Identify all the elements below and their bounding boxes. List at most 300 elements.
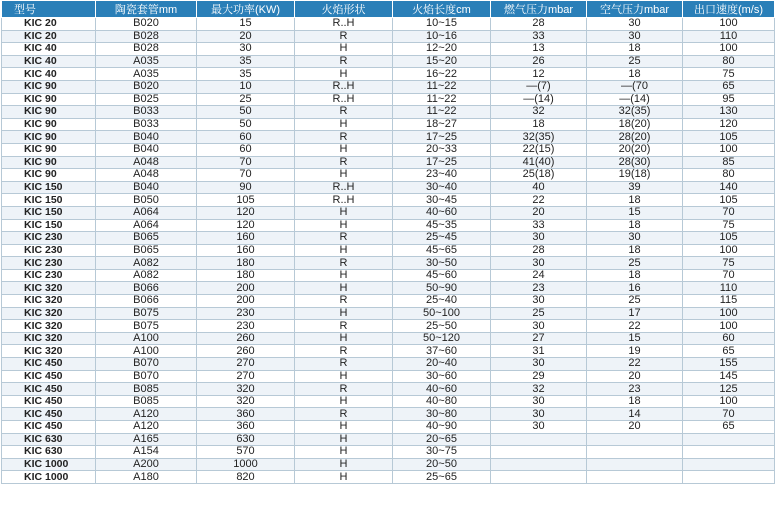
header-gas-pressure: 燃气压力mbar xyxy=(491,1,587,18)
cell-max-power: 30 xyxy=(197,43,295,56)
cell-outlet-velocity: 85 xyxy=(683,156,775,169)
cell-gas-pressure: 33 xyxy=(491,30,587,43)
cell-air-pressure: 18 xyxy=(587,269,683,282)
cell-model: KIC 90 xyxy=(2,156,96,169)
cell-ceramic-tube: B020 xyxy=(96,80,197,93)
cell-max-power: 105 xyxy=(197,194,295,207)
cell-gas-pressure: 20 xyxy=(491,206,587,219)
cell-max-power: 1000 xyxy=(197,458,295,471)
table-row xyxy=(2,55,775,68)
cell-ceramic-tube: A064 xyxy=(96,219,197,232)
cell-model: KIC 150 xyxy=(2,194,96,207)
cell-air-pressure: —(70 xyxy=(587,80,683,93)
cell-ceramic-tube: B028 xyxy=(96,30,197,43)
cell-gas-pressure: 22 xyxy=(491,194,587,207)
cell-flame-length: 37~60 xyxy=(393,345,491,358)
table-row xyxy=(2,358,775,371)
cell-outlet-velocity: 65 xyxy=(683,80,775,93)
cell-flame-length: 25~65 xyxy=(393,471,491,484)
cell-model: KIC 450 xyxy=(2,421,96,434)
cell-model: KIC 90 xyxy=(2,93,96,106)
cell-ceramic-tube: A082 xyxy=(96,257,197,270)
header-row xyxy=(2,1,775,18)
table-row xyxy=(2,408,775,421)
cell-flame-length: 45~35 xyxy=(393,219,491,232)
cell-gas-pressure: 32(35) xyxy=(491,131,587,144)
table-row xyxy=(2,295,775,308)
cell-flame-length: 20~50 xyxy=(393,458,491,471)
cell-model: KIC 40 xyxy=(2,68,96,81)
cell-outlet-velocity: 60 xyxy=(683,332,775,345)
cell-max-power: 25 xyxy=(197,93,295,106)
cell-air-pressure: 30 xyxy=(587,18,683,31)
table-row xyxy=(2,282,775,295)
cell-flame-shape: H xyxy=(295,282,393,295)
cell-max-power: 35 xyxy=(197,55,295,68)
header-max-power: 最大功率(KW) xyxy=(197,1,295,18)
cell-max-power: 320 xyxy=(197,383,295,396)
cell-max-power: 10 xyxy=(197,80,295,93)
cell-outlet-velocity: 105 xyxy=(683,131,775,144)
table-row xyxy=(2,320,775,333)
cell-model: KIC 20 xyxy=(2,30,96,43)
cell-air-pressure: 23 xyxy=(587,383,683,396)
cell-max-power: 200 xyxy=(197,295,295,308)
cell-flame-length: 17~25 xyxy=(393,156,491,169)
cell-flame-shape: H xyxy=(295,370,393,383)
cell-flame-length: 11~22 xyxy=(393,80,491,93)
cell-model: KIC 320 xyxy=(2,295,96,308)
cell-ceramic-tube: B025 xyxy=(96,93,197,106)
cell-flame-shape: H xyxy=(295,421,393,434)
cell-max-power: 180 xyxy=(197,269,295,282)
cell-flame-length: 40~60 xyxy=(393,206,491,219)
cell-air-pressure: 25 xyxy=(587,295,683,308)
cell-model: KIC 450 xyxy=(2,358,96,371)
cell-ceramic-tube: B085 xyxy=(96,395,197,408)
cell-model: KIC 90 xyxy=(2,131,96,144)
table-row xyxy=(2,232,775,245)
cell-gas-pressure: —(14) xyxy=(491,93,587,106)
table-row xyxy=(2,244,775,257)
cell-model: KIC 320 xyxy=(2,282,96,295)
cell-ceramic-tube: A180 xyxy=(96,471,197,484)
cell-ceramic-tube: B033 xyxy=(96,118,197,131)
cell-flame-shape: H xyxy=(295,307,393,320)
cell-gas-pressure: 13 xyxy=(491,43,587,56)
cell-outlet-velocity: 75 xyxy=(683,219,775,232)
cell-outlet-velocity: 70 xyxy=(683,269,775,282)
cell-model: KIC 320 xyxy=(2,320,96,333)
header-flame-length: 火焰长度cm xyxy=(393,1,491,18)
cell-ceramic-tube: A035 xyxy=(96,55,197,68)
cell-flame-shape: H xyxy=(295,395,393,408)
cell-gas-pressure: 25 xyxy=(491,307,587,320)
cell-gas-pressure: —(7) xyxy=(491,80,587,93)
cell-flame-shape: H xyxy=(295,206,393,219)
cell-flame-length: 25~45 xyxy=(393,232,491,245)
cell-max-power: 260 xyxy=(197,332,295,345)
cell-ceramic-tube: B065 xyxy=(96,232,197,245)
cell-outlet-velocity: 100 xyxy=(683,320,775,333)
table-row xyxy=(2,395,775,408)
cell-max-power: 20 xyxy=(197,30,295,43)
cell-model: KIC 150 xyxy=(2,219,96,232)
cell-ceramic-tube: B040 xyxy=(96,131,197,144)
cell-outlet-velocity: 80 xyxy=(683,55,775,68)
cell-flame-shape: R..H xyxy=(295,18,393,31)
cell-flame-shape: H xyxy=(295,433,393,446)
cell-model: KIC 90 xyxy=(2,80,96,93)
cell-gas-pressure: 28 xyxy=(491,244,587,257)
cell-gas-pressure: 26 xyxy=(491,55,587,68)
header-outlet-velocity: 出口速度(m/s) xyxy=(683,1,775,18)
cell-flame-shape: H xyxy=(295,458,393,471)
table-body xyxy=(2,18,775,484)
cell-flame-shape: R..H xyxy=(295,194,393,207)
cell-outlet-velocity: 100 xyxy=(683,244,775,257)
cell-air-pressure: 18 xyxy=(587,194,683,207)
cell-gas-pressure xyxy=(491,471,587,484)
cell-model: KIC 320 xyxy=(2,332,96,345)
cell-max-power: 160 xyxy=(197,244,295,257)
cell-max-power: 260 xyxy=(197,345,295,358)
cell-flame-length: 45~60 xyxy=(393,269,491,282)
header-model: 型号 xyxy=(2,1,96,18)
cell-flame-shape: R..H xyxy=(295,181,393,194)
table-row xyxy=(2,18,775,31)
cell-max-power: 320 xyxy=(197,395,295,408)
cell-flame-shape: R xyxy=(295,358,393,371)
cell-flame-length: 25~40 xyxy=(393,295,491,308)
cell-flame-shape: R..H xyxy=(295,93,393,106)
cell-max-power: 160 xyxy=(197,232,295,245)
cell-gas-pressure xyxy=(491,433,587,446)
cell-ceramic-tube: A035 xyxy=(96,68,197,81)
cell-max-power: 50 xyxy=(197,118,295,131)
table-row xyxy=(2,30,775,43)
cell-outlet-velocity: 100 xyxy=(683,395,775,408)
cell-model: KIC 450 xyxy=(2,370,96,383)
cell-flame-length: 20~33 xyxy=(393,143,491,156)
cell-flame-length: 15~20 xyxy=(393,55,491,68)
cell-gas-pressure: 30 xyxy=(491,395,587,408)
cell-flame-shape: H xyxy=(295,118,393,131)
cell-flame-shape: R xyxy=(295,320,393,333)
cell-flame-shape: R xyxy=(295,131,393,144)
table-row xyxy=(2,446,775,459)
cell-air-pressure: 18 xyxy=(587,219,683,232)
cell-ceramic-tube: B020 xyxy=(96,18,197,31)
cell-flame-length: 17~25 xyxy=(393,131,491,144)
cell-max-power: 50 xyxy=(197,106,295,119)
cell-ceramic-tube: B033 xyxy=(96,106,197,119)
table-row xyxy=(2,156,775,169)
cell-model: KIC 230 xyxy=(2,244,96,257)
cell-air-pressure: 28(20) xyxy=(587,131,683,144)
cell-gas-pressure: 30 xyxy=(491,257,587,270)
cell-gas-pressure: 28 xyxy=(491,18,587,31)
cell-flame-length: 20~65 xyxy=(393,433,491,446)
cell-model: KIC 90 xyxy=(2,143,96,156)
cell-gas-pressure: 30 xyxy=(491,358,587,371)
cell-max-power: 200 xyxy=(197,282,295,295)
cell-air-pressure: 18 xyxy=(587,43,683,56)
cell-ceramic-tube: A120 xyxy=(96,421,197,434)
cell-ceramic-tube: A100 xyxy=(96,332,197,345)
cell-max-power: 270 xyxy=(197,358,295,371)
cell-ceramic-tube: B075 xyxy=(96,320,197,333)
cell-air-pressure xyxy=(587,446,683,459)
cell-flame-shape: H xyxy=(295,446,393,459)
cell-flame-length: 30~80 xyxy=(393,408,491,421)
table-row xyxy=(2,118,775,131)
cell-ceramic-tube: B065 xyxy=(96,244,197,257)
cell-model: KIC 450 xyxy=(2,408,96,421)
table-row xyxy=(2,131,775,144)
table-row xyxy=(2,80,775,93)
cell-flame-shape: R..H xyxy=(295,80,393,93)
cell-flame-length: 30~60 xyxy=(393,370,491,383)
cell-air-pressure: 32(35) xyxy=(587,106,683,119)
cell-outlet-velocity: 95 xyxy=(683,93,775,106)
cell-gas-pressure: 22(15) xyxy=(491,143,587,156)
cell-flame-shape: H xyxy=(295,43,393,56)
cell-air-pressure: 19 xyxy=(587,345,683,358)
cell-outlet-velocity: 100 xyxy=(683,143,775,156)
cell-flame-length: 18~27 xyxy=(393,118,491,131)
cell-flame-shape: R xyxy=(295,156,393,169)
cell-air-pressure: 18 xyxy=(587,244,683,257)
cell-flame-shape: H xyxy=(295,143,393,156)
cell-max-power: 820 xyxy=(197,471,295,484)
table-row xyxy=(2,383,775,396)
cell-flame-length: 20~40 xyxy=(393,358,491,371)
cell-flame-shape: R xyxy=(295,257,393,270)
header-flame-shape: 火焰形状 xyxy=(295,1,393,18)
cell-flame-shape: R xyxy=(295,30,393,43)
cell-air-pressure: 39 xyxy=(587,181,683,194)
cell-gas-pressure: 24 xyxy=(491,269,587,282)
cell-outlet-velocity: 70 xyxy=(683,206,775,219)
cell-air-pressure: 22 xyxy=(587,320,683,333)
cell-flame-length: 45~65 xyxy=(393,244,491,257)
cell-ceramic-tube: B040 xyxy=(96,143,197,156)
cell-gas-pressure: 30 xyxy=(491,320,587,333)
cell-model: KIC 150 xyxy=(2,206,96,219)
cell-air-pressure: 25 xyxy=(587,257,683,270)
cell-outlet-velocity: 70 xyxy=(683,408,775,421)
table-row xyxy=(2,194,775,207)
table-row xyxy=(2,106,775,119)
cell-flame-length: 12~20 xyxy=(393,43,491,56)
cell-outlet-velocity xyxy=(683,446,775,459)
cell-model: KIC 150 xyxy=(2,181,96,194)
table-row xyxy=(2,421,775,434)
cell-ceramic-tube: A048 xyxy=(96,169,197,182)
cell-air-pressure: 15 xyxy=(587,332,683,345)
cell-ceramic-tube: A154 xyxy=(96,446,197,459)
table-row xyxy=(2,345,775,358)
table-row xyxy=(2,169,775,182)
cell-max-power: 230 xyxy=(197,320,295,333)
cell-model: KIC 320 xyxy=(2,307,96,320)
cell-flame-shape: R xyxy=(295,106,393,119)
cell-flame-shape: H xyxy=(295,169,393,182)
cell-flame-length: 16~22 xyxy=(393,68,491,81)
cell-gas-pressure: 32 xyxy=(491,106,587,119)
cell-max-power: 90 xyxy=(197,181,295,194)
cell-gas-pressure: 40 xyxy=(491,181,587,194)
cell-ceramic-tube: A200 xyxy=(96,458,197,471)
cell-outlet-velocity: 100 xyxy=(683,18,775,31)
cell-flame-shape: R xyxy=(295,232,393,245)
cell-flame-length: 40~90 xyxy=(393,421,491,434)
cell-outlet-velocity: 105 xyxy=(683,194,775,207)
table-row xyxy=(2,332,775,345)
cell-flame-shape: R xyxy=(295,295,393,308)
cell-outlet-velocity: 130 xyxy=(683,106,775,119)
cell-gas-pressure xyxy=(491,458,587,471)
cell-flame-length: 23~40 xyxy=(393,169,491,182)
table-row xyxy=(2,143,775,156)
cell-outlet-velocity: 65 xyxy=(683,421,775,434)
cell-model: KIC 20 xyxy=(2,18,96,31)
cell-ceramic-tube: B040 xyxy=(96,181,197,194)
cell-flame-length: 40~60 xyxy=(393,383,491,396)
cell-gas-pressure: 30 xyxy=(491,232,587,245)
cell-model: KIC 230 xyxy=(2,232,96,245)
cell-max-power: 120 xyxy=(197,206,295,219)
cell-flame-length: 11~22 xyxy=(393,106,491,119)
cell-flame-shape: R xyxy=(295,408,393,421)
table-row xyxy=(2,181,775,194)
cell-model: KIC 90 xyxy=(2,169,96,182)
cell-outlet-velocity: 75 xyxy=(683,257,775,270)
cell-air-pressure: 18 xyxy=(587,68,683,81)
cell-max-power: 570 xyxy=(197,446,295,459)
cell-outlet-velocity xyxy=(683,471,775,484)
cell-gas-pressure: 23 xyxy=(491,282,587,295)
cell-model: KIC 40 xyxy=(2,43,96,56)
cell-gas-pressure: 27 xyxy=(491,332,587,345)
cell-air-pressure: 18(20) xyxy=(587,118,683,131)
cell-flame-length: 30~40 xyxy=(393,181,491,194)
cell-flame-shape: H xyxy=(295,219,393,232)
table-row xyxy=(2,68,775,81)
cell-air-pressure: 18 xyxy=(587,395,683,408)
cell-ceramic-tube: A165 xyxy=(96,433,197,446)
cell-max-power: 360 xyxy=(197,421,295,434)
cell-ceramic-tube: A048 xyxy=(96,156,197,169)
cell-flame-length: 10~15 xyxy=(393,18,491,31)
cell-outlet-velocity: 100 xyxy=(683,43,775,56)
cell-air-pressure: 28(30) xyxy=(587,156,683,169)
cell-ceramic-tube: B070 xyxy=(96,370,197,383)
cell-air-pressure: 30 xyxy=(587,232,683,245)
cell-outlet-velocity xyxy=(683,433,775,446)
table-row xyxy=(2,471,775,484)
table-row xyxy=(2,433,775,446)
cell-model: KIC 630 xyxy=(2,433,96,446)
cell-max-power: 230 xyxy=(197,307,295,320)
table-row xyxy=(2,307,775,320)
cell-model: KIC 40 xyxy=(2,55,96,68)
cell-outlet-velocity: 145 xyxy=(683,370,775,383)
cell-ceramic-tube: A064 xyxy=(96,206,197,219)
cell-model: KIC 1000 xyxy=(2,458,96,471)
cell-outlet-velocity: 110 xyxy=(683,30,775,43)
cell-ceramic-tube: B066 xyxy=(96,295,197,308)
cell-air-pressure: 30 xyxy=(587,30,683,43)
table-row xyxy=(2,370,775,383)
cell-model: KIC 1000 xyxy=(2,471,96,484)
cell-gas-pressure: 31 xyxy=(491,345,587,358)
cell-ceramic-tube: A082 xyxy=(96,269,197,282)
cell-max-power: 70 xyxy=(197,156,295,169)
cell-gas-pressure: 25(18) xyxy=(491,169,587,182)
cell-ceramic-tube: B070 xyxy=(96,358,197,371)
header-air-pressure: 空气压力mbar xyxy=(587,1,683,18)
cell-model: KIC 450 xyxy=(2,383,96,396)
cell-max-power: 180 xyxy=(197,257,295,270)
table-row xyxy=(2,206,775,219)
cell-flame-length: 25~50 xyxy=(393,320,491,333)
cell-flame-length: 30~75 xyxy=(393,446,491,459)
cell-outlet-velocity: 65 xyxy=(683,345,775,358)
cell-max-power: 360 xyxy=(197,408,295,421)
cell-model: KIC 230 xyxy=(2,257,96,270)
cell-flame-length: 30~45 xyxy=(393,194,491,207)
cell-air-pressure: 20(20) xyxy=(587,143,683,156)
cell-flame-shape: H xyxy=(295,269,393,282)
cell-air-pressure: —(14) xyxy=(587,93,683,106)
cell-outlet-velocity: 100 xyxy=(683,307,775,320)
cell-flame-shape: H xyxy=(295,68,393,81)
table-header xyxy=(2,1,775,18)
cell-max-power: 70 xyxy=(197,169,295,182)
cell-model: KIC 90 xyxy=(2,106,96,119)
cell-model: KIC 320 xyxy=(2,345,96,358)
cell-max-power: 270 xyxy=(197,370,295,383)
cell-gas-pressure: 41(40) xyxy=(491,156,587,169)
cell-flame-shape: R xyxy=(295,55,393,68)
cell-gas-pressure: 29 xyxy=(491,370,587,383)
cell-outlet-velocity: 140 xyxy=(683,181,775,194)
cell-outlet-velocity: 155 xyxy=(683,358,775,371)
cell-gas-pressure: 18 xyxy=(491,118,587,131)
cell-ceramic-tube: B066 xyxy=(96,282,197,295)
cell-air-pressure: 20 xyxy=(587,370,683,383)
cell-gas-pressure: 30 xyxy=(491,408,587,421)
table-row xyxy=(2,458,775,471)
cell-flame-shape: H xyxy=(295,244,393,257)
cell-model: KIC 230 xyxy=(2,269,96,282)
cell-max-power: 60 xyxy=(197,131,295,144)
cell-air-pressure: 20 xyxy=(587,421,683,434)
cell-gas-pressure: 33 xyxy=(491,219,587,232)
cell-max-power: 120 xyxy=(197,219,295,232)
cell-max-power: 630 xyxy=(197,433,295,446)
cell-air-pressure: 19(18) xyxy=(587,169,683,182)
table-row xyxy=(2,43,775,56)
cell-flame-shape: R xyxy=(295,345,393,358)
header-ceramic-tube: 陶瓷套管mm xyxy=(96,1,197,18)
cell-model: KIC 450 xyxy=(2,395,96,408)
cell-flame-length: 40~80 xyxy=(393,395,491,408)
cell-outlet-velocity: 115 xyxy=(683,295,775,308)
cell-ceramic-tube: A100 xyxy=(96,345,197,358)
